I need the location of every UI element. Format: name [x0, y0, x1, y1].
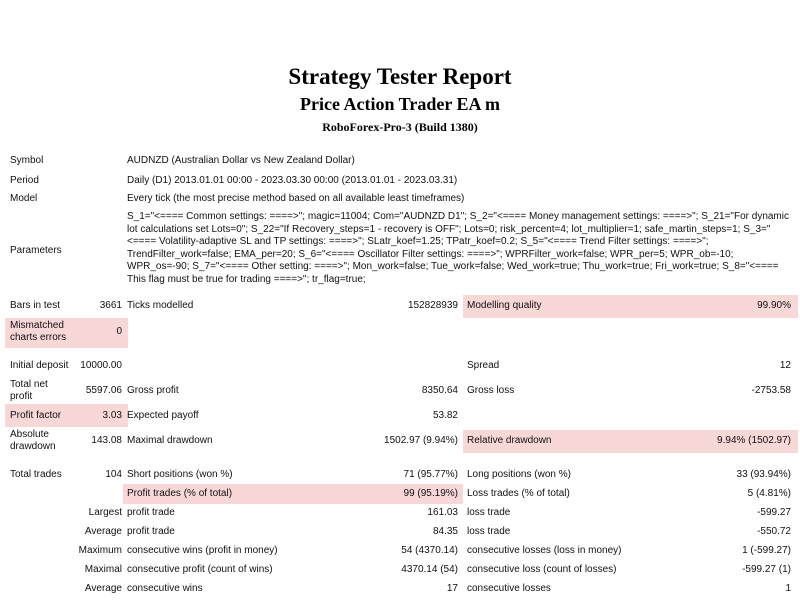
avg-consecutive-losses-value: 1 — [785, 583, 791, 594]
relative-drawdown-label: Relative drawdown — [467, 435, 552, 446]
profit-factor-label: Profit factor — [10, 410, 62, 421]
quality-label: Modelling quality — [467, 300, 542, 311]
maximum-label: Maximum — [78, 545, 122, 556]
abs-drawdown-value: 143.08 — [91, 435, 122, 446]
model-label: Model — [10, 193, 38, 204]
bars-label: Bars in test — [10, 300, 61, 311]
average-consecutive-label: Average — [84, 583, 122, 594]
maximal-consecutive-loss-label: consecutive loss (count of losses) — [467, 564, 617, 575]
ticks-value: 152828939 — [407, 300, 458, 311]
profit-trades-value: 99 (95.19%) — [403, 488, 458, 499]
avg-consecutive-losses-label: consecutive losses — [467, 583, 551, 594]
server-build: RoboForex-Pro-3 (Build 1380) — [322, 120, 478, 134]
gross-loss-value: -2753.58 — [751, 385, 791, 396]
abs-drawdown-label-2: drawdown — [10, 441, 56, 452]
ea-name: Price Action Trader EA m — [300, 94, 500, 114]
profit-factor-value: 3.03 — [102, 410, 122, 421]
average-loss-label: loss trade — [467, 526, 511, 537]
loss-trades-label: Loss trades (% of total) — [467, 488, 570, 499]
mismatch-label-2: charts errors — [10, 332, 67, 343]
mismatch-value: 0 — [116, 326, 122, 337]
model-value: Every tick (the most precise method based on all available least timeframes) — [127, 193, 465, 204]
symbol-label: Symbol — [10, 155, 44, 166]
report-title: Strategy Tester Report — [288, 64, 512, 89]
largest-loss-label: loss trade — [467, 507, 511, 518]
mismatch-label-1: Mismatched — [10, 320, 64, 331]
max-consecutive-losses-value: 1 (-599.27) — [742, 545, 791, 556]
largest-profit-label: profit trade — [127, 507, 175, 518]
expected-payoff-label: Expected payoff — [127, 410, 199, 421]
period-label: Period — [10, 175, 39, 186]
max-consecutive-losses-label: consecutive losses (loss in money) — [467, 545, 622, 556]
max-drawdown-label: Maximal drawdown — [127, 435, 213, 446]
max-consecutive-wins-label: consecutive wins (profit in money) — [127, 545, 278, 556]
total-trades-value: 104 — [105, 469, 122, 480]
gross-loss-label: Gross loss — [467, 385, 515, 396]
parameters-value: S_1="<==== Common settings: ====>"; magic=11004; Com="AUDNZD D1"; S_2="<==== Money management settings: ====>"; S_21="For dynamic lot calculations set Lots=0"; S_22="If Recovery_steps=1 - recovery is OFF"; Lots=0; risk_percent=4; lot_multiplier=1; safe_martin_steps=1; S_3="<==== Volatility-adaptive SL and TP settings: ====>"; SLatr_koef=1.25; TPatr_koef=0.2; S_5="<==== Trend Filter settings: ====>"; TrendFilter_work=false; EMA_per=20; S_6="<==== Oscillator Filter settings: ====>"; WPRFilter_work=false; WPR_per=5; WPR_ob=-10; WPR_os=-90; S_7="<==== Other setting: ====>"; Mon_work=false; Tue_work=false; Wed_work=true; Thu_work=true; Fri_work=true; S_8="<==== This flag must be true for trading ====>"; tr_flag=true; — [127, 211, 789, 285]
largest-loss-value: -599.27 — [757, 507, 791, 518]
spread-value: 12 — [779, 360, 791, 371]
spread-label: Spread — [467, 360, 500, 371]
maximal-consecutive-profit-value: 4370.14 (54) — [401, 564, 458, 575]
average-profit-label: profit trade — [127, 526, 175, 537]
largest-label: Largest — [88, 507, 122, 518]
deposit-label: Initial deposit — [10, 360, 69, 371]
max-drawdown-value: 1502.97 (9.94%) — [384, 435, 458, 446]
gross-profit-value: 8350.64 — [421, 385, 458, 396]
avg-consecutive-wins-value: 17 — [446, 583, 458, 594]
average-profit-value: 84.35 — [432, 526, 458, 537]
loss-trades-value: 5 (4.81%) — [747, 488, 791, 499]
largest-profit-value: 161.03 — [427, 507, 458, 518]
relative-drawdown-value: 9.94% (1502.97) — [717, 435, 791, 446]
maximal-label: Maximal — [84, 564, 122, 575]
bars-value: 3661 — [99, 300, 122, 311]
short-positions-label: Short positions (won %) — [127, 469, 233, 480]
net-profit-label-1: Total net — [10, 379, 48, 390]
average-loss-value: -550.72 — [757, 526, 791, 537]
deposit-value: 10000.00 — [80, 360, 122, 371]
net-profit-value: 5597.06 — [85, 385, 122, 396]
parameters-label: Parameters — [10, 245, 62, 256]
symbol-value: AUDNZD (Australian Dollar vs New Zealand Dollar) — [127, 155, 355, 166]
quality-value: 99.90% — [757, 300, 791, 311]
abs-drawdown-label-1: Absolute — [10, 429, 49, 440]
long-positions-label: Long positions (won %) — [467, 469, 571, 480]
short-positions-value: 71 (95.77%) — [403, 469, 458, 480]
gross-profit-label: Gross profit — [127, 385, 179, 396]
period-value: Daily (D1) 2013.01.01 00:00 - 2023.03.30 00:00 (2013.01.01 - 2023.03.31) — [127, 175, 458, 186]
average-label: Average — [84, 526, 122, 537]
long-positions-value: 33 (93.94%) — [736, 469, 791, 480]
profit-trades-label: Profit trades (% of total) — [127, 488, 233, 499]
total-trades-label: Total trades — [10, 469, 62, 480]
maximal-consecutive-profit-label: consecutive profit (count of wins) — [127, 564, 273, 575]
ticks-label: Ticks modelled — [127, 300, 194, 311]
maximal-consecutive-loss-value: -599.27 (1) — [742, 564, 791, 575]
expected-payoff-value: 53.82 — [432, 410, 458, 421]
net-profit-label-2: profit — [10, 391, 33, 402]
max-consecutive-wins-value: 54 (4370.14) — [401, 545, 458, 556]
avg-consecutive-wins-label: consecutive wins — [127, 583, 203, 594]
